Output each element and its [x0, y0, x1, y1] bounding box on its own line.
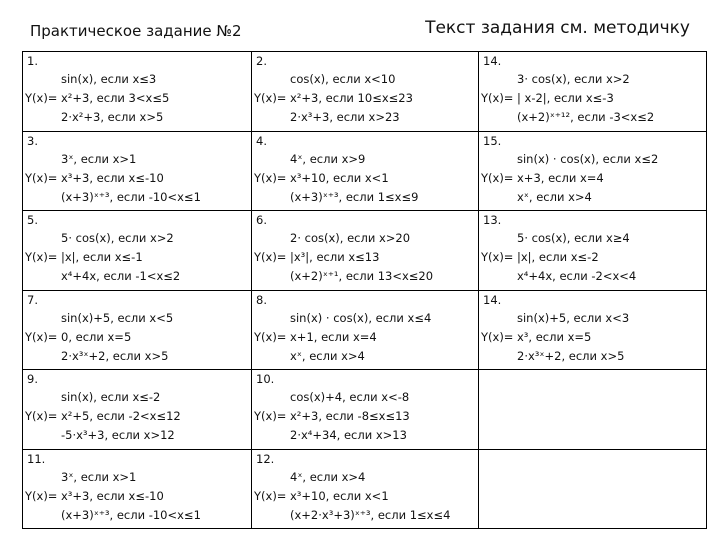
branch-text: sin(x) · cos(x), если x≤2	[517, 151, 659, 166]
task-cell	[23, 52, 252, 132]
task-number: 7.	[27, 292, 38, 307]
task-cell	[252, 449, 479, 529]
task-cell	[252, 131, 479, 211]
table-row	[23, 449, 707, 529]
task-number: 12.	[256, 451, 275, 466]
function-prefix: Y(x)=	[481, 91, 514, 105]
function-prefix: Y(x)=	[25, 329, 58, 344]
piecewise-function	[25, 70, 249, 127]
function-branch	[25, 347, 249, 366]
function-prefix: Y(x)=	[25, 488, 58, 503]
function-branch	[254, 407, 476, 426]
page-title: Практическое задание №2	[30, 22, 242, 40]
function-branch	[254, 150, 476, 169]
piecewise-function	[254, 70, 476, 127]
branch-text: 2·x³ˣ+2, если x>5	[517, 348, 625, 363]
branch-text: 3ˣ, если x>1	[61, 151, 137, 166]
task-cell	[252, 370, 479, 450]
task-cell	[252, 290, 479, 370]
piecewise-function	[254, 388, 476, 445]
function-prefix: Y(x)=	[481, 329, 514, 344]
piecewise-function	[25, 309, 249, 366]
page-subtitle: Текст задания см. методичку	[425, 18, 690, 38]
function-branch	[25, 426, 249, 445]
task-cell	[252, 52, 479, 132]
task-number: 10.	[256, 372, 275, 386]
branch-text: 5· cos(x), если x>2	[61, 231, 174, 245]
task-cell	[252, 211, 479, 291]
task-number: 6.	[256, 213, 267, 227]
piecewise-function	[25, 229, 249, 286]
function-branch	[25, 150, 249, 169]
piecewise-function	[25, 388, 249, 445]
function-branch	[254, 309, 476, 328]
task-number: 9.	[27, 372, 38, 386]
table-row	[23, 370, 707, 450]
branch-text: 5· cos(x), если x≥4	[517, 231, 630, 245]
piecewise-function	[481, 309, 704, 366]
task-number: 11.	[27, 451, 46, 466]
task-number: 1.	[27, 54, 38, 68]
task-cell	[479, 211, 707, 291]
function-prefix: Y(x)=	[25, 250, 58, 264]
function-branch	[254, 426, 476, 445]
branch-text: sin(x)+5, если x<5	[61, 310, 174, 325]
branch-text: 2· cos(x), если x>20	[290, 231, 411, 245]
page-header	[0, 0, 720, 50]
function-branch	[254, 70, 476, 89]
function-prefix: Y(x)=	[254, 409, 287, 423]
branch-text: -5·x³+3, если x>12	[61, 428, 175, 442]
branch-text: (x+3)ˣ⁺³, если -10<x≤1	[61, 507, 201, 522]
function-branch	[481, 309, 704, 328]
branch-text: |x|, если x≤-1	[61, 250, 143, 264]
function-branch	[481, 108, 704, 127]
function-branch	[25, 309, 249, 328]
piecewise-function	[254, 150, 476, 207]
task-cell	[479, 131, 707, 211]
function-branch	[254, 169, 476, 188]
branch-text: x³+10, если x<1	[290, 488, 389, 503]
function-branch	[481, 347, 704, 366]
task-number: 14.	[483, 292, 502, 307]
branch-text: 0, если x=5	[61, 329, 132, 344]
task-number: 5.	[27, 213, 38, 227]
table-row	[23, 211, 707, 291]
branch-text: xˣ, если x>4	[290, 348, 365, 363]
branch-text: x²+3, если -8≤x≤13	[290, 409, 410, 423]
task-number: 15.	[483, 133, 502, 148]
piecewise-function	[481, 229, 704, 286]
branch-text: x+3, если x=4	[517, 170, 604, 185]
branch-text: 2·x³ˣ+2, если x>5	[61, 348, 169, 363]
function-prefix: Y(x)=	[254, 250, 287, 264]
function-branch	[25, 248, 249, 267]
branch-text: (x+2)ˣ⁺¹², если -3<x≤2	[517, 110, 655, 124]
function-branch	[481, 150, 704, 169]
function-branch	[25, 407, 249, 426]
function-branch	[481, 229, 704, 248]
function-prefix: Y(x)=	[254, 329, 287, 344]
function-prefix: Y(x)=	[25, 409, 58, 423]
task-cell	[23, 290, 252, 370]
branch-text: 3ˣ, если x>1	[61, 469, 137, 484]
function-branch	[481, 328, 704, 347]
task-cell	[23, 370, 252, 450]
branch-text: cos(x)+4, если x<-8	[290, 390, 410, 404]
branch-text: (x+3)ˣ⁺³, если -10<x≤1	[61, 189, 201, 204]
function-prefix: Y(x)=	[254, 91, 287, 105]
function-branch	[25, 487, 249, 506]
branch-text: x²+3, если 10≤x≤23	[290, 91, 413, 105]
piecewise-function	[481, 70, 704, 127]
function-prefix: Y(x)=	[25, 170, 58, 185]
function-branch	[25, 229, 249, 248]
branch-text: x³+10, если x<1	[290, 170, 389, 185]
branch-text: x²+3, если 3<x≤5	[61, 91, 170, 105]
function-prefix: Y(x)=	[254, 170, 287, 185]
branch-text: sin(x), если x≤3	[61, 72, 157, 86]
function-branch	[25, 388, 249, 407]
task-number: 13.	[483, 213, 502, 227]
task-cell	[23, 449, 252, 529]
function-branch	[481, 248, 704, 267]
branch-text: sin(x)+5, если x<3	[517, 310, 630, 325]
function-branch	[254, 229, 476, 248]
function-branch	[25, 328, 249, 347]
branch-text: x³+3, если x≤-10	[61, 488, 164, 503]
function-branch	[481, 267, 704, 286]
task-number: 14.	[483, 54, 502, 68]
function-branch	[254, 108, 476, 127]
function-branch	[25, 89, 249, 108]
branch-text: 2·x²+3, если x>5	[61, 110, 164, 124]
branch-text: 4ˣ, если x>9	[290, 151, 366, 166]
piecewise-function	[25, 468, 249, 525]
function-branch	[254, 487, 476, 506]
function-prefix: Y(x)=	[481, 170, 514, 185]
task-cell	[23, 131, 252, 211]
branch-text: x²+5, если -2<x≤12	[61, 409, 181, 423]
function-branch	[254, 506, 476, 525]
function-branch	[25, 108, 249, 127]
task-number: 8.	[256, 292, 267, 307]
task-table	[22, 51, 707, 529]
branch-text: (x+3)ˣ⁺³, если 1≤x≤9	[290, 189, 419, 204]
branch-text: sin(x), если x≤-2	[61, 390, 161, 404]
function-branch	[481, 70, 704, 89]
branch-text: |x³|, если x≤13	[290, 250, 380, 264]
function-prefix: Y(x)=	[481, 250, 514, 264]
task-cell	[479, 290, 707, 370]
function-branch	[254, 267, 476, 286]
branch-text: (x+2)ˣ⁺¹, если 13<x≤20	[290, 269, 434, 283]
table-row	[23, 290, 707, 370]
branch-text: x+1, если x=4	[290, 329, 377, 344]
function-branch	[254, 248, 476, 267]
branch-text: | x-2|, если x≤-3	[517, 91, 614, 105]
piecewise-function	[25, 150, 249, 207]
function-branch	[254, 388, 476, 407]
task-cell	[23, 211, 252, 291]
branch-text: 2·x⁴+34, если x>13	[290, 428, 407, 442]
branch-text: x³+3, если x≤-10	[61, 170, 164, 185]
piecewise-function	[254, 229, 476, 286]
branch-text: (x+2·x³+3)ˣ⁺³, если 1≤x≤4	[290, 507, 451, 522]
function-branch	[254, 468, 476, 487]
function-branch	[254, 188, 476, 207]
branch-text: x⁴+4x, если -2<x<4	[517, 269, 637, 283]
function-branch	[25, 188, 249, 207]
function-branch	[25, 506, 249, 525]
branch-text: x³, если x=5	[517, 329, 592, 344]
function-prefix: Y(x)=	[25, 91, 58, 105]
function-branch	[25, 468, 249, 487]
function-branch	[25, 267, 249, 286]
branch-text: 2·x³+3, если x>23	[290, 110, 400, 124]
piecewise-function	[254, 309, 476, 366]
function-branch	[254, 347, 476, 366]
task-cell	[479, 52, 707, 132]
branch-text: xˣ, если x>4	[517, 189, 592, 204]
task-number: 2.	[256, 54, 267, 68]
table-row	[23, 131, 707, 211]
branch-text: x⁴+4x, если -1<x≤2	[61, 269, 181, 283]
branch-text: 3· cos(x), если x>2	[517, 72, 630, 86]
branch-text: cos(x), если x<10	[290, 72, 396, 86]
function-branch	[254, 89, 476, 108]
function-branch	[481, 89, 704, 108]
function-branch	[481, 169, 704, 188]
function-branch	[25, 70, 249, 89]
piecewise-function	[481, 150, 704, 207]
task-number: 4.	[256, 133, 267, 148]
function-prefix: Y(x)=	[254, 488, 287, 503]
table-row	[23, 52, 707, 132]
task-number: 3.	[27, 133, 38, 148]
function-branch	[25, 169, 249, 188]
function-branch	[481, 188, 704, 207]
branch-text: sin(x) · cos(x), если x≤4	[290, 310, 432, 325]
function-branch	[254, 328, 476, 347]
branch-text: 4ˣ, если x>4	[290, 469, 366, 484]
empty-cell	[479, 370, 707, 450]
empty-cell	[479, 449, 707, 529]
branch-text: |x|, если x≤-2	[517, 250, 599, 264]
piecewise-function	[254, 468, 476, 525]
